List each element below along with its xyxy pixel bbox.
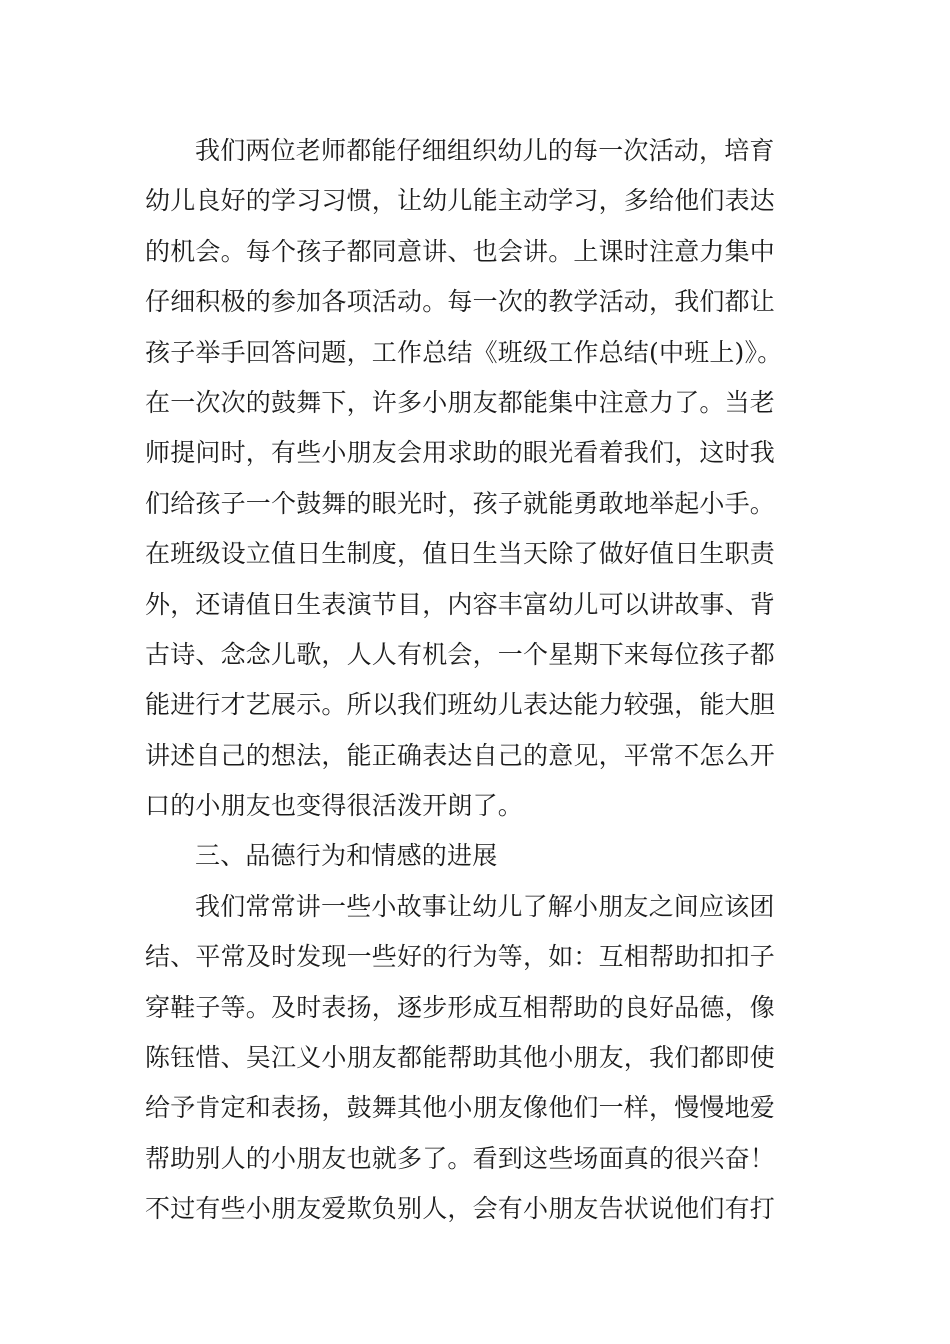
paragraph-line: 外，还请值日生表演节目，内容丰富幼儿可以讲故事、背 <box>145 589 776 619</box>
paragraph-line: 的机会。每个孩子都同意讲、也会讲。上课时注意力集中 <box>145 236 776 266</box>
paragraph-line: 们给孩子一个鼓舞的眼光时，孩子就能勇敢地举起小手。 <box>145 488 776 518</box>
paragraph-line: 古诗、念念儿歌，人人有机会，一个星期下来每位孩子都 <box>145 639 776 669</box>
paragraph-line: 不过有些小朋友爱欺负别人，会有小朋友告状说他们有打 <box>145 1194 776 1224</box>
body-text <box>145 126 810 1235</box>
paragraph-line: 仔细积极的参加各项活动。每一次的教学活动，我们都让 <box>145 287 776 317</box>
paragraph-line: 我们常常讲一些小故事让幼儿了解小朋友之间应该团 <box>195 891 775 921</box>
paragraph-line: 陈钰惜、吴江义小朋友都能帮助其他小朋友，我们都即使 <box>145 1043 776 1073</box>
paragraph-line: 在一次次的鼓舞下，许多小朋友都能集中注意力了。当老 <box>145 387 776 417</box>
paragraph-line: 帮助别人的小朋友也就多了。看到这些场面真的很兴奋！ <box>145 1143 776 1173</box>
section-heading: 三、品德行为和情感的进展 <box>195 841 498 871</box>
paragraph-line: 孩子举手回答问题，工作总结《班级工作总结(中班上)》。 <box>145 337 783 367</box>
paragraph-line: 我们两位老师都能仔细组织幼儿的每一次活动，培育 <box>195 136 775 165</box>
paragraph-line: 给予肯定和表扬，鼓舞其他小朋友像他们一样，慢慢地爱 <box>145 1093 776 1123</box>
paragraph-line: 穿鞋子等。及时表扬，逐步形成互相帮助的良好品德，像 <box>145 992 776 1022</box>
paragraph-line: 幼儿良好的学习习惯，让幼儿能主动学习，多给他们表达 <box>145 186 776 216</box>
paragraph-line: 结、平常及时发现一些好的行为等，如：互相帮助扣扣子 <box>145 942 776 972</box>
paragraph-line: 师提问时，有些小朋友会用求助的眼光看着我们，这时我 <box>145 438 776 468</box>
paragraph-line: 口的小朋友也变得很活泼开朗了。 <box>145 791 524 821</box>
paragraph-line: 能进行才艺展示。所以我们班幼儿表达能力较强，能大胆 <box>145 690 776 720</box>
paragraph-line: 在班级设立值日生制度，值日生当天除了做好值日生职责 <box>145 539 776 569</box>
paragraph-line: 讲述自己的想法，能正确表达自己的意见，平常不怎么开 <box>145 740 776 770</box>
